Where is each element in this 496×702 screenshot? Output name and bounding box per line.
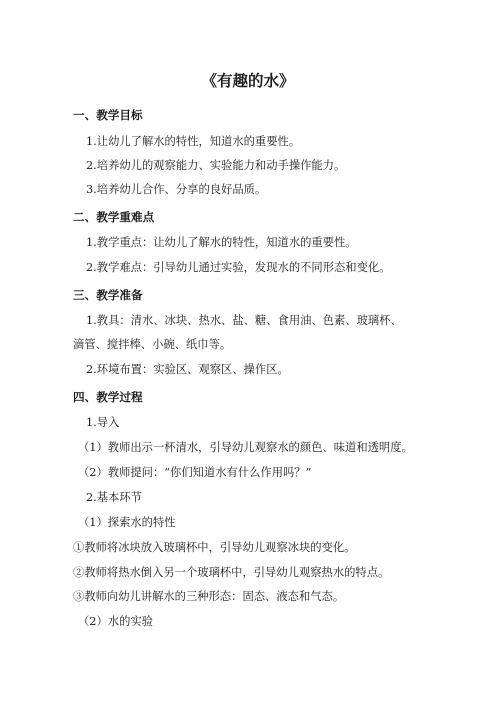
paragraph-line: ①教师将冰块放入玻璃杯中，引导幼儿观察冰块的变化。 bbox=[73, 541, 356, 554]
paragraph-line: ③教师向幼儿讲解水的三种形态：固态、液态和气态。 bbox=[73, 590, 345, 603]
section-heading-preparation: 三、教学准备 bbox=[73, 288, 143, 302]
paragraph-line: 1.让幼儿了解水的特性，知道水的重要性。 bbox=[86, 135, 301, 148]
section-heading-key-points: 二、教学重难点 bbox=[73, 210, 155, 224]
paragraph-line: 2.培养幼儿的观察能力、实验能力和动手操作能力。 bbox=[86, 159, 346, 172]
paragraph-line: （1）探索水的特性 bbox=[78, 516, 176, 529]
section-heading-process: 四、教学过程 bbox=[73, 390, 143, 404]
paragraph-line: ②教师将热水倒入另一个玻璃杯中，引导幼儿观察热水的特点。 bbox=[73, 566, 390, 579]
paragraph-line: 3.培养幼儿合作、分享的良好品质。 bbox=[86, 183, 267, 196]
paragraph-line: 1.导入 bbox=[86, 416, 120, 429]
paragraph-line: 2.基本环节 bbox=[86, 491, 142, 504]
paragraph-line: 滴管、搅拌棒、小碗、纸巾等。 bbox=[73, 338, 232, 351]
section-heading-objectives: 一、教学目标 bbox=[73, 108, 143, 122]
paragraph-line: 2.环境布置：实验区、观察区、操作区。 bbox=[86, 363, 289, 376]
paragraph-line: （2）教师提问：“你们知道水有什么作用吗？” bbox=[78, 466, 312, 479]
paragraph-line: （2）水的实验 bbox=[78, 615, 153, 628]
document-title: 《有趣的水》 bbox=[201, 72, 295, 90]
paragraph-line: （1）教师出示一杯清水，引导幼儿观察水的颜色、味道和透明度。 bbox=[78, 441, 413, 454]
paragraph-line: 1.教具：清水、冰块、热水、盐、糖、食用油、色素、玻璃杯、 bbox=[86, 314, 402, 327]
paragraph-line: 1.教学重点：让幼儿了解水的特性，知道水的重要性。 bbox=[86, 236, 357, 249]
paragraph-line: 2.教学难点：引导幼儿通过实验，发现水的不同形态和变化。 bbox=[86, 261, 391, 274]
